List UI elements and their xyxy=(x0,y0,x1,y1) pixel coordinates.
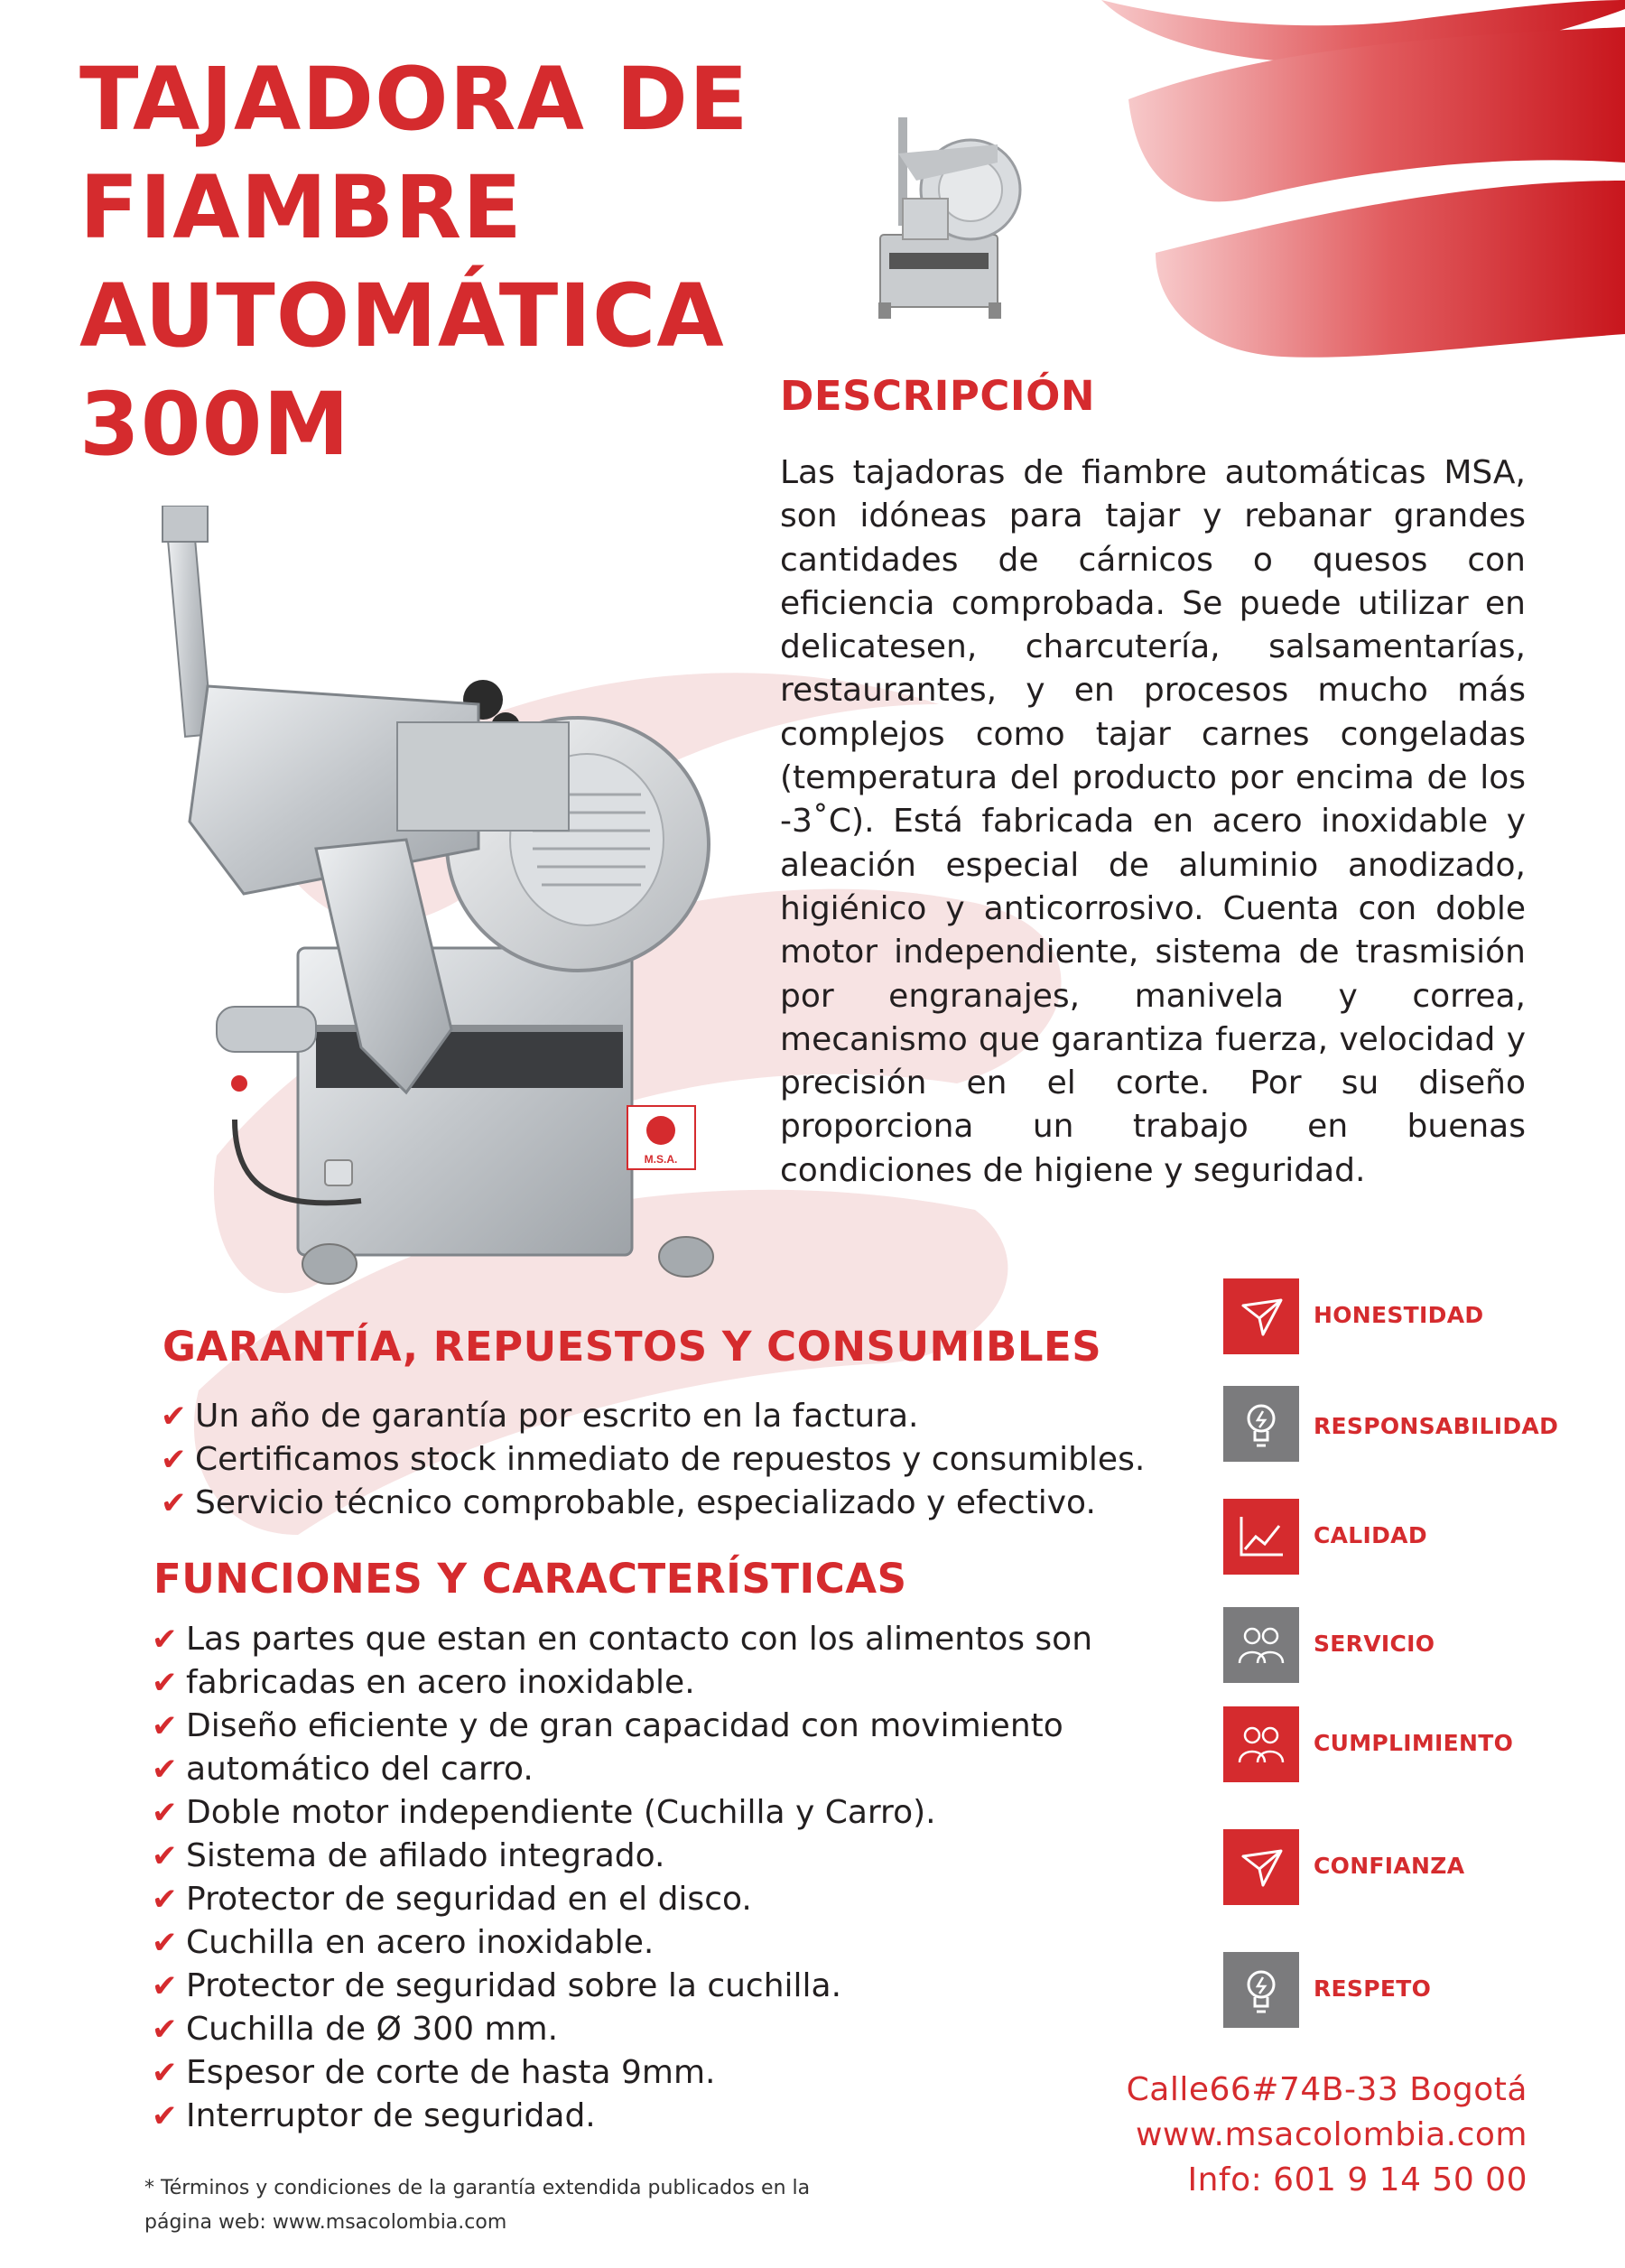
features-heading: FUNCIONES Y CARACTERÍSTICAS xyxy=(153,1555,907,1603)
check-icon: ✔ xyxy=(152,2098,178,2134)
check-icon: ✔ xyxy=(152,1795,178,1831)
check-icon: ✔ xyxy=(152,1708,178,1744)
description-heading: DESCRIPCIÓN xyxy=(780,372,1096,420)
corner-swoosh-graphic xyxy=(1065,0,1625,379)
paper-plane-icon xyxy=(1223,1278,1299,1354)
check-icon: ✔ xyxy=(152,1665,178,1701)
check-icon: ✔ xyxy=(152,2055,178,2091)
list-item-text: Protector de seguridad sobre la cuchilla. xyxy=(186,1967,842,2004)
check-icon: ✔ xyxy=(152,1882,178,1918)
list-item-text: Protector de seguridad en el disco. xyxy=(186,1881,752,1918)
check-icon: ✔ xyxy=(152,1925,178,1961)
paper-plane-icon xyxy=(1223,1829,1299,1905)
list-item-text: Certificamos stock inmediato de repuestos y consumibles. xyxy=(195,1441,1146,1478)
title-line: 300M xyxy=(79,374,350,475)
title-line: FIAMBRE xyxy=(79,157,523,258)
value-label: CALIDAD xyxy=(1314,1522,1427,1548)
description-text xyxy=(780,451,1526,1193)
check-icon: ✔ xyxy=(161,1442,187,1478)
list-item xyxy=(161,1438,1145,1482)
contact-block xyxy=(1127,2068,1528,2203)
list-item xyxy=(152,2008,1092,2051)
list-item-text: automático del carro. xyxy=(186,1751,534,1788)
value-label: RESPONSABILIDAD xyxy=(1314,1413,1559,1439)
description-paragraph: Las tajadoras de fiambre automáticas MSA, son idóneas para tajar y rebanar grandes cantidades de cárnicos o quesos con eficiencia comprobada. Se puede utilizar en delicatesen, charcutería, salsamentarías, restaurantes, y en procesos mucho más complejos como tajar carnes congeladas (temperatura del producto por encima de los -3˚C). Está fabricada en acero inoxidable y aleación especial de aluminio anodizado, higiénico y anticorrosivo. Cuenta con doble motor independiente, sistema de trasmisión por engranajes, manivela y correa, mecanismo que garantiza fuerza, velocidad y precisión en el corte. Por su diseño proporciona un trabajo en buenas condiciones de higiene y seguridad. xyxy=(780,454,1526,1189)
footnote xyxy=(144,2171,810,2240)
title-line: AUTOMÁTICA xyxy=(79,265,725,367)
line-chart-icon xyxy=(1223,1499,1299,1575)
lightbulb-icon xyxy=(1223,1952,1299,2028)
contact-address: Calle66#74B-33 Bogotá xyxy=(1126,2071,1528,2108)
list-item-text: Interruptor de seguridad. xyxy=(186,2097,596,2134)
value-label: SERVICIO xyxy=(1314,1631,1435,1657)
people-icon xyxy=(1223,1607,1299,1683)
list-item xyxy=(152,1878,1092,1921)
list-item-text: Un año de garantía por escrito en la factura. xyxy=(195,1398,919,1435)
value-responsabilidad xyxy=(1223,1386,1602,1462)
value-servicio xyxy=(1223,1607,1602,1683)
list-item-text: Servicio técnico comprobable, especializado y efectivo. xyxy=(195,1484,1096,1521)
product-thumbnail-image xyxy=(862,99,1034,321)
value-honestidad xyxy=(1223,1278,1602,1354)
footnote-line: página web: www.msacolombia.com xyxy=(144,2211,507,2234)
value-respeto xyxy=(1223,1952,1602,2028)
list-item-text: Diseño eficiente y de gran capacidad con movimiento xyxy=(186,1707,1063,1744)
check-icon: ✔ xyxy=(161,1485,187,1521)
list-item xyxy=(152,2051,1092,2095)
value-label: CUMPLIMIENTO xyxy=(1314,1730,1514,1756)
list-item xyxy=(152,2095,1092,2138)
check-icon: ✔ xyxy=(161,1399,187,1435)
list-item xyxy=(161,1482,1145,1525)
list-item-text: Cuchilla de Ø 300 mm. xyxy=(186,2011,559,2048)
warranty-heading: GARANTÍA, REPUESTOS Y CONSUMIBLES xyxy=(162,1323,1102,1371)
list-item xyxy=(152,1791,1092,1835)
list-item xyxy=(152,1921,1092,1965)
value-calidad xyxy=(1223,1499,1602,1575)
check-icon: ✔ xyxy=(152,1838,178,1874)
list-item xyxy=(152,1835,1092,1878)
contact-website[interactable]: www.msacolombia.com xyxy=(1135,2116,1528,2153)
list-item-text: fabricadas en acero inoxidable. xyxy=(186,1664,695,1701)
list-item xyxy=(152,1748,1092,1791)
product-image xyxy=(135,506,731,1300)
people-icon xyxy=(1223,1706,1299,1782)
footnote-line: * Términos y condiciones de la garantía extendida publicados en la xyxy=(144,2177,811,2199)
value-confianza xyxy=(1223,1829,1602,1905)
value-cumplimiento xyxy=(1223,1706,1602,1782)
list-item-text: Espesor de corte de hasta 9mm. xyxy=(186,2054,716,2091)
product-title xyxy=(79,45,749,479)
list-item xyxy=(152,1965,1092,2008)
list-item-text: Las partes que estan en contacto con los alimentos son xyxy=(186,1621,1093,1658)
lightbulb-icon xyxy=(1223,1386,1299,1462)
list-item-text: Doble motor independiente (Cuchilla y Carro). xyxy=(186,1794,936,1831)
list-item xyxy=(152,1705,1092,1748)
product-badge-text: M.S.A. xyxy=(644,1153,678,1166)
value-label: HONESTIDAD xyxy=(1314,1302,1484,1328)
title-line: TAJADORA DE xyxy=(79,49,749,150)
features-list xyxy=(152,1618,1092,2138)
check-icon: ✔ xyxy=(152,2012,178,2048)
list-item xyxy=(152,1661,1092,1705)
warranty-list xyxy=(161,1395,1145,1525)
value-label: CONFIANZA xyxy=(1314,1853,1465,1879)
list-item xyxy=(161,1395,1145,1438)
contact-phone: Info: 601 9 14 50 00 xyxy=(1187,2161,1528,2198)
value-label: RESPETO xyxy=(1314,1975,1432,2002)
check-icon: ✔ xyxy=(152,1968,178,2004)
list-item xyxy=(152,1618,1092,1661)
check-icon: ✔ xyxy=(152,1752,178,1788)
list-item-text: Cuchilla en acero inoxidable. xyxy=(186,1924,655,1961)
list-item-text: Sistema de afilado integrado. xyxy=(186,1837,665,1874)
check-icon: ✔ xyxy=(152,1622,178,1658)
